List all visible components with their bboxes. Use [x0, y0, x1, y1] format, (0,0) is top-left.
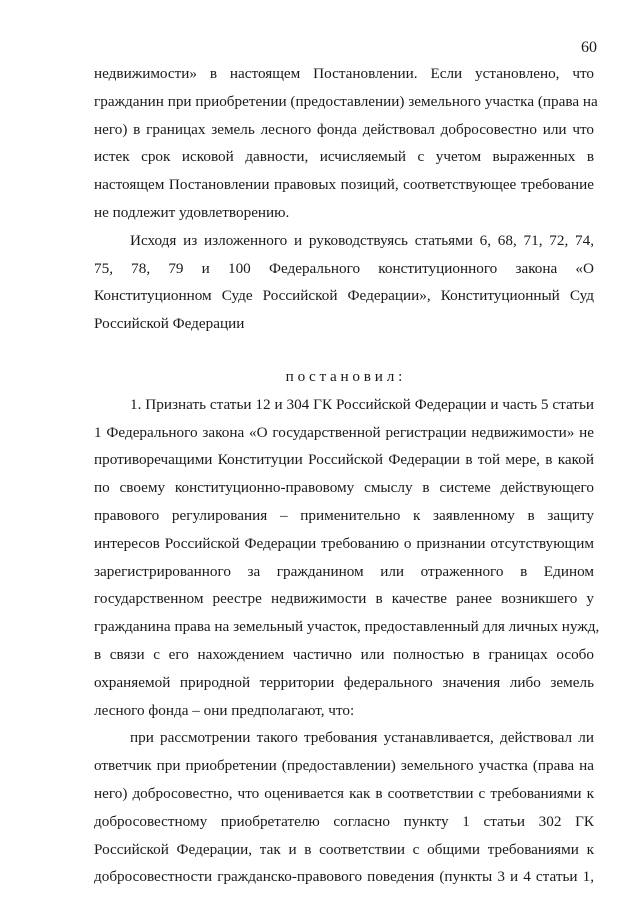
text-line: Конституционном Суде Российской Федерации», Конституционный Суд — [94, 287, 594, 305]
page-number: 60 — [581, 39, 597, 56]
text-line: настоящем Постановлении правовых позиций, соответствующее требование — [94, 176, 594, 194]
text-line: Российской Федерации — [94, 315, 245, 333]
text-line: зарегистрированного за гражданином или отраженного в Едином — [94, 562, 594, 580]
text-line: истек срок исковой давности, исчисляемый с учетом выраженных в — [94, 148, 594, 166]
text-line: не подлежит удовлетворению. — [94, 203, 290, 221]
text-line: в связи с его нахождением частично или полностью в границах особо — [94, 645, 594, 663]
text-line: него) добросовестно, что оценивается как в соответствии с требованиями к — [94, 784, 594, 802]
resolution-heading: п о с т а н о в и л : — [285, 367, 403, 385]
text-line: гражданин при приобретении (предоставлении) земельного участка (права на — [94, 92, 598, 110]
document-body — [94, 60, 600, 891]
spacer — [94, 338, 594, 363]
text-line: при рассмотрении такого требования устанавливается, действовал ли — [130, 729, 594, 747]
text-line: недвижимости» в настоящем Постановлении. Если установлено, что — [94, 65, 594, 82]
text-line: интересов Российской Федерации требованию о признании отсутствующим — [94, 534, 594, 552]
text-line: добросовестности гражданско-правового поведения (пункты 3 и 4 статьи 1, — [94, 868, 594, 886]
text-line: 1 Федерального закона «О государственной регистрации недвижимости» не — [94, 423, 594, 441]
text-line: 1. Признать статьи 12 и 304 ГК Российской Федерации и часть 5 статьи — [130, 395, 594, 413]
text-line: 75, 78, 79 и 100 Федерального конституционного закона «О — [94, 259, 594, 277]
text-line: гражданина права на земельный участок, предоставленный для личных нужд, — [94, 618, 600, 636]
text-line: охраняемой природной территории федерального значения либо земель — [94, 673, 594, 691]
text-line: противоречащими Конституции Российской Федерации в той мере, в какой — [94, 451, 594, 469]
text-line: Исходя из изложенного и руководствуясь статьями 6, 68, 71, 72, 74, — [130, 231, 594, 249]
text-line: ответчик при приобретении (предоставлении) земельного участка (права на — [94, 757, 594, 775]
text-line: правового регулирования – применительно к заявленному в защиту — [94, 506, 594, 524]
text-line: него) в границах земель лесного фонда действовал добросовестно или что — [94, 120, 594, 138]
text-line: по своему конституционно-правовому смыслу в системе действующего — [94, 479, 594, 497]
text-line: лесного фонда – они предполагают, что: — [94, 701, 355, 719]
text-line: добросовестному приобретателю согласно пункту 1 статьи 302 ГК — [94, 812, 594, 830]
text-line: Российской Федерации, так и в соответствии с общими требованиями к — [94, 840, 594, 858]
text-line: государственном реестре недвижимости в качестве ранее возникшего у — [94, 590, 594, 608]
